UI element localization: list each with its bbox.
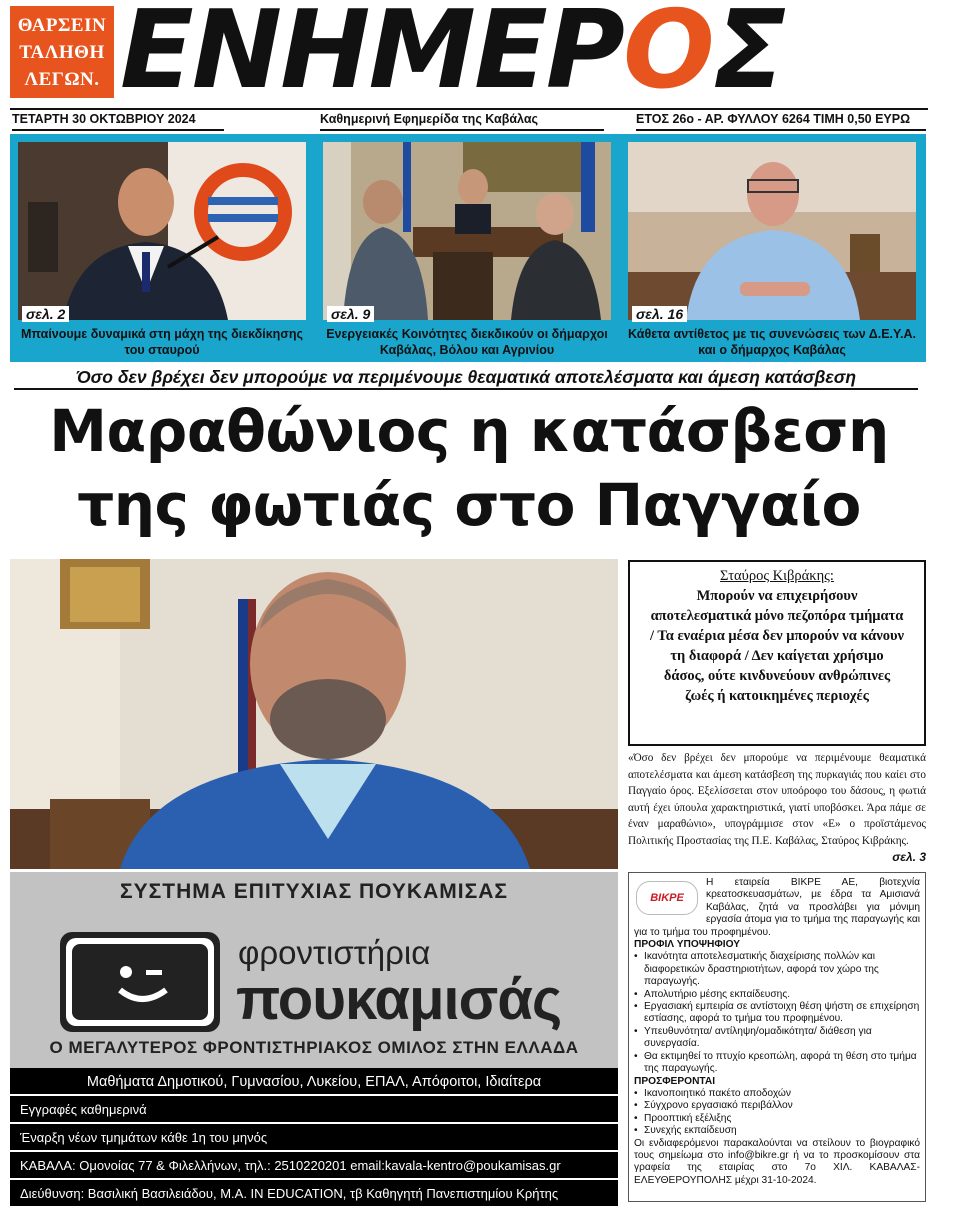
page-ref: σελ. 2	[22, 306, 69, 322]
page-ref: σελ. 9	[327, 306, 374, 322]
lead-photo	[10, 559, 618, 869]
top-story[interactable]	[620, 134, 925, 362]
list-item: • Ικανότητα αποτελεσματικής διαχείρισης πολλών και διαφορετικών δραστηριοτήτων, αφορά τον χώρο της παραγωγής.	[634, 951, 920, 988]
section-title: ΠΡΟΣΦΕΡΟΝΤΑΙ	[634, 1075, 716, 1087]
list-item: • Ικανοποιητικό πακέτο αποδοχών	[634, 1088, 920, 1100]
top-story[interactable]	[10, 134, 315, 362]
ad-row: Διεύθυνση: Βασιλική Βασιλειάδου, M.A. IN EDUCATION, τβ Καθηγητή Πανεπιστημίου Κρήτης	[10, 1180, 618, 1208]
masthead-motto	[10, 6, 114, 98]
ad-row: Εγγραφές καθημερινά	[10, 1096, 618, 1124]
list-item: • Θα εκτιμηθεί το πτυχίο κρεοπώλη, αφορά τη θέση στο τμήμα της παραγωγής.	[634, 1051, 920, 1076]
ad-row: Μαθήματα Δημοτικού, Γυμνασίου, Λυκείου, ΕΠΑΛ, Απόφοιτοι, Ιδιαίτερα	[10, 1068, 618, 1096]
newspaper-title	[120, 0, 950, 104]
headline-line: της φωτιάς στο Παγγαίο	[77, 471, 861, 539]
issue-info: ΕΤΟΣ 26ο - ΑΡ. ΦΥΛΛΟΥ 6264 ΤΙΜΗ 0,50 ΕΥΡΩ	[636, 112, 911, 126]
profile-list	[634, 951, 920, 1075]
title-part: Σ	[712, 0, 785, 104]
ad-heading: ΣΥΣΤΗΜΑ ΕΠΙΤΥΧΙΑΣ ΠΟΥΚΑΜΙΣΑΣ	[120, 880, 508, 903]
lead-headline[interactable]	[10, 394, 928, 542]
brand-name: πουκαμισάς	[236, 967, 562, 1032]
masthead-rule	[10, 108, 928, 110]
top-story[interactable]	[315, 134, 620, 362]
lead-kicker: Όσο δεν βρέχει δεν μπορούμε να περιμένουμε θεαματικά αποτελέσματα και άμεση κατάσβεση	[14, 366, 918, 390]
quote-text: Μπορούν να επιχειρήσουν αποτελεσματικά μόνο πεζοπόρα τμήματα / Τα εναέρια μέσα δεν μπορούν να κάνουν τη διαφορά / Δεν καίγεται χρήσιμο δάσος, ούτε κινδυνεύουν ανθρώπινες ζωές ή κατοικημένες περιοχές	[650, 588, 904, 704]
list-item: • Υπευθυνότητα/ αντίληψη/ομαδικότητα/ διάθεση για συνεργασία.	[634, 1026, 920, 1051]
poukamisas-info-rows	[10, 1068, 618, 1208]
lead-body-text: «Όσο δεν βρέχει δεν μπορούμε να περιμένουμε θεαματικά αποτελέσματα και άμεση κατάσβεση της πυρκαγιάς που καίει στο Παγγαίο όρος. Εξελίσσεται στον υποόροφο του δάσους, η φωτιά αυτή έχει ύπουλα χαρακτηριστικά, γιατί υποβόσκει. Άρα πάμε σε έναν μαραθώνιο», υπογράμμισε στον «Ε» ο προϊστάμενος Πολιτικής Προστασίας της Π.Ε. Καβάλας, Σταύρος Κιβράκης.	[628, 752, 926, 847]
story-photo	[323, 142, 611, 320]
motto-line: ΤΑΛΗΘΗ	[19, 42, 105, 63]
motto-line: ΘΑΡΣΕΙΝ	[17, 15, 107, 36]
lead-body	[628, 750, 926, 866]
section-title: ΠΡΟΦΙΛ ΥΠΟΨΗΦΙΟΥ	[634, 939, 741, 951]
story-caption: Ενεργειακές Κοινότητες διεκδικούν οι δήμαρχοι Καβάλας, Βόλου και Αγρινίου	[326, 327, 608, 357]
divider	[12, 129, 224, 131]
list-item: • Σύγχρονο εργασιακό περιβάλλον	[634, 1100, 920, 1112]
divider	[320, 129, 604, 131]
issue-date: ΤΕΤΑΡΤΗ 30 ΟΚΤΩΒΡΙΟΥ 2024	[12, 112, 196, 126]
divider	[636, 129, 926, 131]
ad-row: Έναρξη νέων τμημάτων κάθε 1η του μηνός	[10, 1124, 618, 1152]
page-ref[interactable]: σελ. 3	[892, 850, 926, 864]
ad-outro: Οι ενδιαφερόμενοι παρακαλούνται να στείλουν το βιογραφικό τους σημείωμα στο info@bikre.gr ή να το προσκομίσουν στα γραφεία της εταιρίας στο 7ο ΧΙΛ. ΚΑΒΑΛΑΣ- ΕΛΕΥΘΕΡΟΥΠΟΛΗΣ μέχρι 31-10-2024.	[634, 1137, 920, 1186]
list-item: • Προοπτική εξέλιξης	[634, 1113, 920, 1125]
page-ref: σελ. 16	[632, 306, 687, 322]
vikre-logo: ΒΙΚΡΕ	[636, 881, 698, 915]
vikre-job-ad[interactable]	[628, 872, 926, 1202]
brand-subtitle: φροντιστήρια	[238, 934, 431, 971]
quote-speaker: Σταύρος Κιβράκης:	[720, 568, 834, 584]
tagline: Καθημερινή Εφημερίδα της Καβάλας	[320, 112, 539, 126]
ad-footer: Ο ΜΕΓΑΛΥΤΕΡΟΣ ΦΡΟΝΤΙΣΤΗΡΙΑΚΟΣ ΟΜΙΛΟΣ ΣΤΗΝ ΕΛΛΑΔΑ	[49, 1038, 579, 1057]
story-caption: Κάθετα αντίθετος με τις συνενώσεις των Δ.Ε.Υ.Α. και ο δήμαρχος Καβάλας	[628, 327, 916, 357]
smiley-logo-icon	[60, 932, 220, 1032]
story-photo	[18, 142, 306, 320]
headline-line: Μαραθώνιος η κατάσβεση	[49, 397, 889, 465]
ad-row[interactable]: ΚΑΒΑΛΑ: Ομονοίας 77 & Φιλελλήνων, τηλ.: 2510220201 email:kavala-kentro@poukamisas.gr	[10, 1152, 618, 1180]
pull-quote-box	[628, 560, 926, 746]
story-caption: Μπαίνουμε δυναμικά στη μάχη της διεκδίκησης του σταυρού	[21, 327, 303, 357]
poukamisas-ad[interactable]	[10, 872, 618, 1068]
list-item: • Απολυτήριο μέσης εκπαίδευσης.	[634, 989, 920, 1001]
list-item: • Συνεχής εκπαίδευση	[634, 1125, 920, 1137]
list-item: • Εργασιακή εμπειρία σε αντίστοιχη θέση ψήστη σε επιχείρηση εστίασης, αφορά το τμήμα του προφημένου.	[634, 1001, 920, 1026]
title-part: ΕΝΗΜΕΡ	[120, 0, 623, 104]
motto-line: ΛΕΓΩΝ.	[24, 69, 100, 90]
title-o: Ο	[622, 0, 713, 104]
offer-list	[634, 1088, 920, 1138]
top-stories-banner	[10, 134, 926, 362]
story-photo	[628, 142, 916, 320]
ad-intro: Η εταιρεία ΒΙΚΡΕ ΑΕ, βιοτεχνία κρεατοσκευασμάτων, με έδρα τα Αμισιανά Καβάλας, ζητά να προσλάβει για μόνιμη εργασία άτομα για το τμήμα της παραγωγής και για το τμήμα του προφημένου.	[634, 877, 920, 938]
